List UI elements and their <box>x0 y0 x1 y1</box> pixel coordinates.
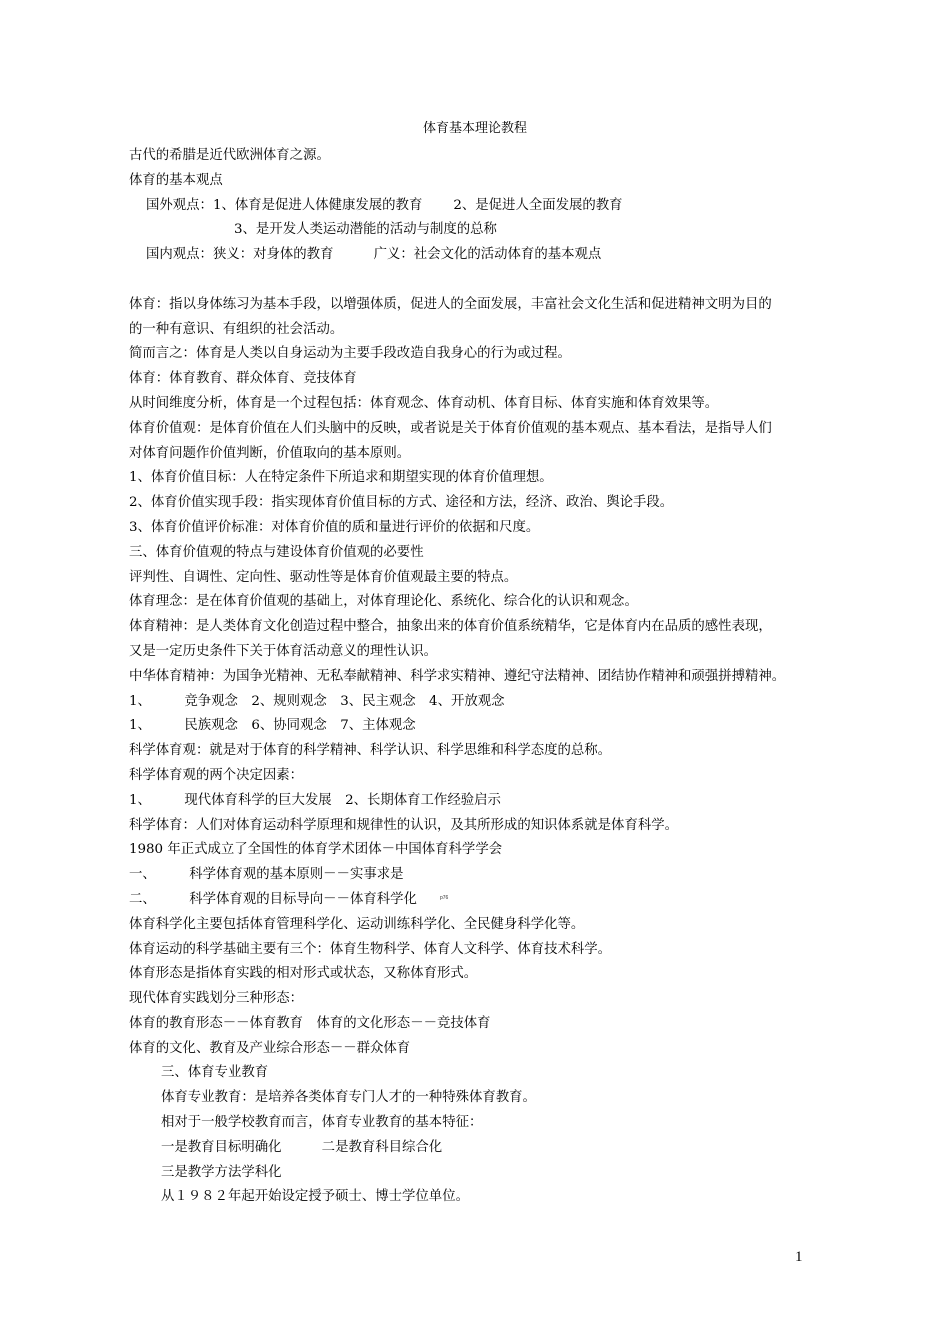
list-item: 2、体育价值实现手段：指实现体育价值目标的方式、途径和方法，经济、政治、舆论手段。 <box>129 495 674 511</box>
paragraph-line: 现代体育实践划分三种形态： <box>129 991 304 1007</box>
paragraph-line: 古代的希腊是近代欧洲体育之源。 <box>129 148 330 163</box>
page-number: 1 <box>795 1249 803 1265</box>
paragraph-line: 体育形态是指体育实践的相对形式或状态，又称体育形式。 <box>129 966 478 982</box>
paragraph-line: 体育的教育形态－－体育教育 体育的文化形态－－竞技体育 <box>129 1015 491 1031</box>
paragraph-line: 又是一定历史条件下关于体育活动意义的理性认识。 <box>129 643 437 659</box>
paragraph-line: 科学体育观的两个决定因素： <box>129 767 304 783</box>
list-item: 1、体育价值目标：人在特定条件下所追求和期望实现的体育价值理想。 <box>129 470 553 486</box>
paragraph-line: 国外观点：1、体育是促进人体健康发展的教育 2、是促进人全面发展的教育 <box>146 197 623 213</box>
paragraph-line: 的一种有意识、有组织的社会活动。 <box>129 321 344 337</box>
paragraph-line: 1980 年正式成立了全国性的体育学术团体－中国体育科学学会 <box>129 842 503 858</box>
list-item: 1、 现代体育科学的巨大发展 2、长期体育工作经验启示 <box>129 792 501 808</box>
paragraph-line: 3、是开发人类运动潜能的活动与制度的总称 <box>234 222 497 238</box>
paragraph-line: 体育：体育教育、群众体育、竞技体育 <box>129 371 357 387</box>
paragraph-line: 体育专业教育：是培养各类体育专门人才的一种特殊体育教育。 <box>161 1090 536 1106</box>
section-heading: 三、体育价值观的特点与建设体育价值观的必要性 <box>129 544 424 560</box>
blank-line <box>129 268 849 293</box>
paragraph-line: 体育精神：是人类体育文化创造过程中整合，抽象出来的体育价值系统精华，它是体育内在品质的感性表现， <box>129 619 772 635</box>
paragraph-line: 体育价值观：是体育价值在人们头脑中的反映，或者说是关于体育价值观的基本观点、基本看法，是指导人们 <box>129 420 772 436</box>
paragraph-line: 中华体育精神：为国争光精神、无私奉献精神、科学求实精神、遵纪守法精神、团结协作精神和顽强拼搏精神。 <box>129 668 786 684</box>
paragraph-line: 科学体育：人们对体育运动科学原理和规律性的认识，及其所形成的知识体系就是体育科学。 <box>129 817 679 833</box>
document-title: 体育基本理论教程 <box>422 121 527 136</box>
list-item: 一、 科学体育观的基本原则－－实事求是 <box>129 867 404 883</box>
paragraph-line: 体育运动的科学基础主要有三个：体育生物科学、体育人文科学、体育技术科学。 <box>129 941 612 957</box>
paragraph-line: 评判性、自调性、定向性、驱动性等是体育价值观最主要的特点。 <box>129 569 518 585</box>
section-heading: 三、体育专业教育 <box>161 1065 269 1081</box>
paragraph-line: 科学体育观：就是对于体育的科学精神、科学认识、科学思维和科学态度的总称。 <box>129 743 612 759</box>
paragraph-line: 从１９８２年起开始设定授予硕士、博士学位单位。 <box>161 1189 469 1205</box>
list-item: 3、体育价值评价标准：对体育价值的质和量进行评价的依据和尺度。 <box>129 519 540 535</box>
paragraph-line: 相对于一般学校教育而言，体育专业教育的基本特征： <box>161 1115 483 1131</box>
paragraph-line: 简而言之：体育是人类以自身运动为主要手段改造自我身心的行为或过程。 <box>129 346 571 362</box>
paragraph-line: 体育理念：是在体育价值观的基础上，对体育理论化、系统化、综合化的认识和观念。 <box>129 594 638 610</box>
list-item: 三是教学方法学科化 <box>161 1164 282 1180</box>
list-item: 二、 科学体育观的目标导向－－体育科学化 <box>129 891 417 907</box>
paragraph-line: 对体育问题作价值判断，价值取向的基本原则。 <box>129 445 411 461</box>
list-item: 1、 竞争观念 2、规则观念 3、民主观念 4、开放观念 <box>129 693 505 709</box>
list-item: 一是教育目标明确化 二是教育科目综合化 <box>161 1139 443 1155</box>
paragraph-line: 体育：指以身体练习为基本手段，以增强体质，促进人的全面发展，丰富社会文化生活和促进精神文明为目的 <box>129 296 772 312</box>
document-body <box>129 144 849 1210</box>
paragraph-line: 国内观点：狭义：对身体的教育 广义：社会文化的活动体育的基本观点 <box>146 247 602 263</box>
paragraph-line: 体育的文化、教育及产业综合形态－－群众体育 <box>129 1040 411 1056</box>
paragraph-line: 从时间维度分析，体育是一个过程包括：体育观念、体育动机、体育目标、体育实施和体育效果等。 <box>129 395 719 411</box>
section-heading: 体育的基本观点 <box>129 172 223 188</box>
paragraph-line: 体育科学化主要包括体育管理科学化、运动训练科学化、全民健身科学化等。 <box>129 916 585 932</box>
margin-mark: p76 <box>440 895 449 901</box>
list-item: 1、 民族观念 6、协同观念 7、主体观念 <box>129 718 416 734</box>
